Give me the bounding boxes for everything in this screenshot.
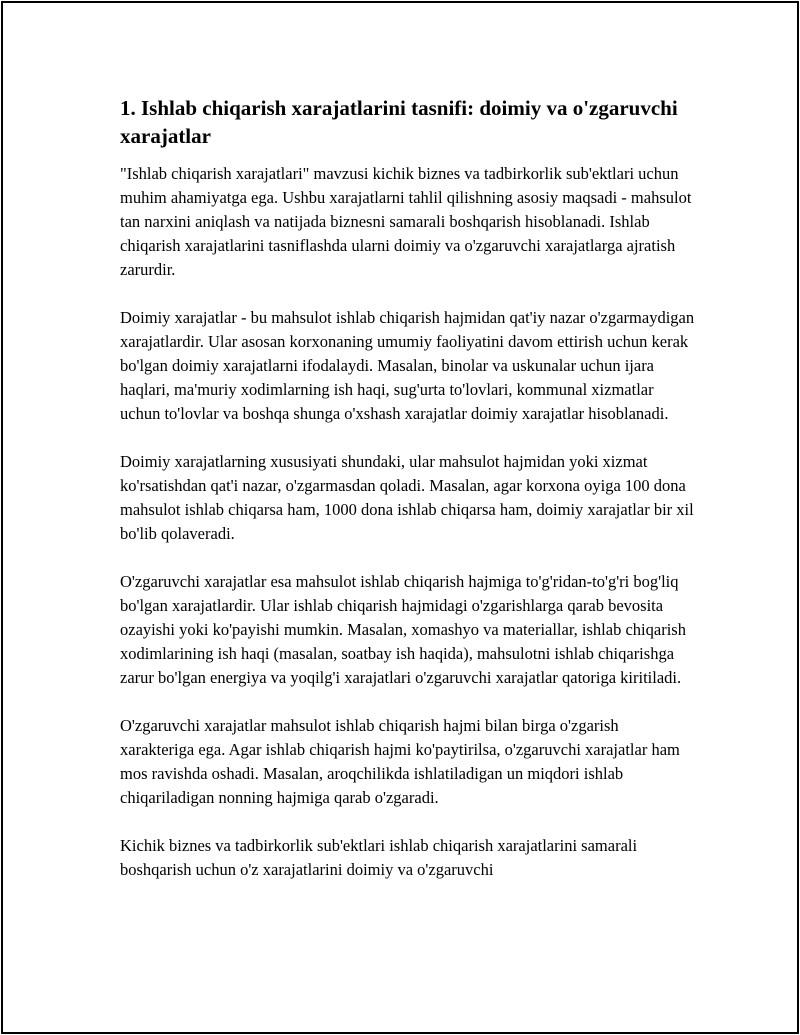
section-heading: 1. Ishlab chiqarish xarajatlarini tasnifi: doimiy va o'zgaruvchi xarajatlar bbox=[120, 96, 678, 148]
document-body bbox=[120, 94, 695, 906]
paragraph-variable-costs: O'zgaruvchi xarajatlar esa mahsulot ishlab chiqarish hajmiga to'g'ridan-to'g'ri bog'liq bo'lgan xarajatlardir. Ular ishlab chiqarish hajmidagi o'zgarishlarga qarab bevosita ozayishi yoki ko'payishi mumkin. Masalan, xomashyo va materiallar, ishlab chiqarish xodimlarining ish haqi (masalan, soatbay ish haqida), mahsulotni ishlab chiqarishga zarur bo'lgan energiya va yoqilg'i xarajatlari o'zgaruvchi xarajatlar qatoriga kiritiladi. bbox=[120, 572, 686, 687]
paragraph-intro: "Ishlab chiqarish xarajatlari" mavzusi kichik biznes va tadbirkorlik sub'ektlari uchun muhim ahamiyatga ega. Ushbu xarajatlarni tahlil qilishning asosiy maqsadi - mahsulot tan narxini aniqlash va natijada biznesni samarali boshqarish hisoblanadi. Ishlab chiqarish xarajatlarini tasniflashda ularni doimiy va o'zgaruvchi xarajatlarga ajratish zarurdir. bbox=[120, 164, 692, 279]
document-page bbox=[1, 1, 799, 1034]
paragraph-small-business: Kichik biznes va tadbirkorlik sub'ektlari ishlab chiqarish xarajatlarini samarali boshqarish uchun o'z xarajatlarini doimiy va o'zgaruvchi bbox=[120, 836, 638, 879]
paragraph-fixed-costs: Doimiy xarajatlar - bu mahsulot ishlab chiqarish hajmidan qat'iy nazar o'zgarmaydigan xarajatlardir. Ular asosan korxonaning umumiy faoliyatini davom ettirish uchun kerak bo'lgan doimiy xarajatlarni ifodalaydi. Masalan, binolar va uskunalar uchun ijara haqlari, ma'muriy xodimlarning ish haqi, sug'urta to'lovlari, kommunal xizmatlar uchun to'lovlar va boshqa shunga o'xshash xarajatlar doimiy xarajatlar hisoblanadi. bbox=[120, 308, 695, 423]
paragraph-variable-costs-nature: O'zgaruvchi xarajatlar mahsulot ishlab chiqarish hajmi bilan birga o'zgarish xarakteriga ega. Agar ishlab chiqarish hajmi ko'paytirilsa, o'zgaruvchi xarajatlar ham mos ravishda oshadi. Masalan, aroqchilikda ishlatiladigan un miqdori ishlab chiqariladigan nonning hajmiga qarab o'zgaradi. bbox=[120, 716, 680, 807]
paragraph-fixed-costs-feature: Doimiy xarajatlarning xususiyati shundaki, ular mahsulot hajmidan yoki xizmat ko'rsatishdan qat'i nazar, o'zgarmasdan qoladi. Masalan, agar korxona oyiga 100 dona mahsulot ishlab chiqarsa ham, 1000 dona ishlab chiqarsa ham, doimiy xarajatlar bir xil bo'lib qolaveradi. bbox=[120, 452, 694, 543]
